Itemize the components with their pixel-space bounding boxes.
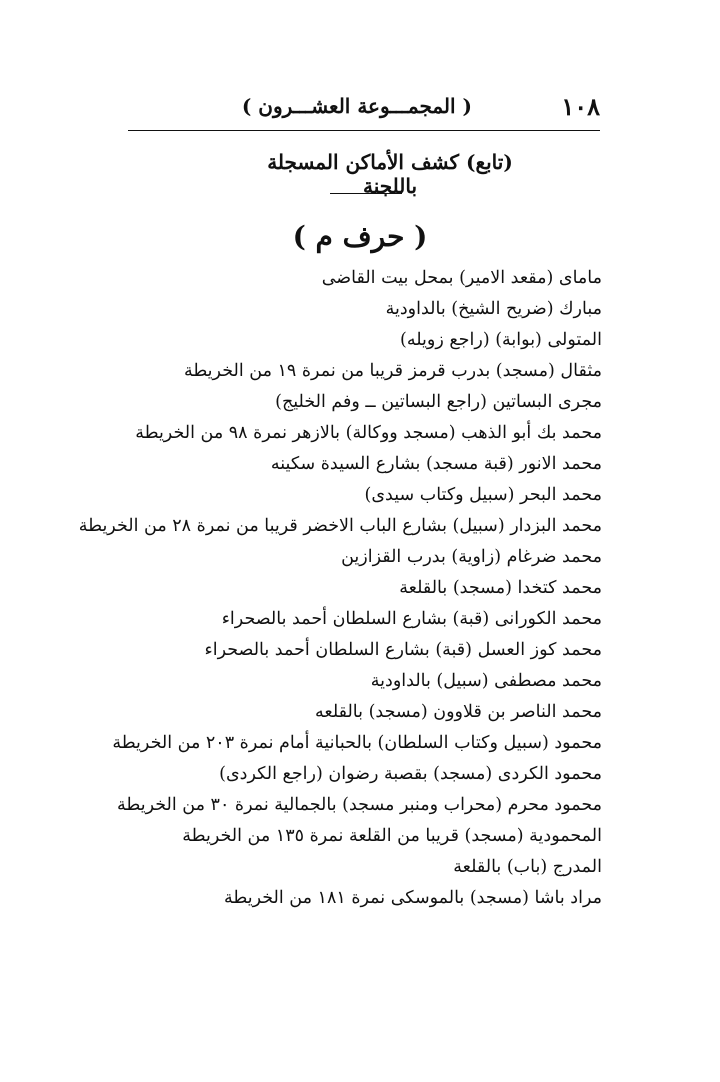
page-number: ١٠٨ xyxy=(561,92,600,121)
list-item: محمد الكورانى (قبة) بشارع السلطان أحمد بالصحراء xyxy=(221,609,602,629)
letter-heading: ( حرف م ) xyxy=(292,220,428,253)
list-item: محمد مصطفى (سبيل) بالداودية xyxy=(370,671,602,691)
list-item: مجرى البساتين (راجع البساتين ــ وفم الخليج) xyxy=(275,392,602,412)
section-title: (تابع) كشف الأماكن المسجلة باللجنة xyxy=(267,150,513,198)
list-item: محمود الكردى (مسجد) بقصبة رضوان (راجع الكردى) xyxy=(219,764,602,784)
list-item: مبارك (ضريح الشيخ) بالداودية xyxy=(385,299,602,319)
list-item: مراد باشا (مسجد) بالموسكى نمرة ١٨١ من الخريطة xyxy=(223,888,602,908)
list-item: محمد الانور (قبة مسجد) بشارع السيدة سكينه xyxy=(270,454,602,474)
list-item: محمود (سبيل وكتاب السلطان) بالحبانية أمام نمرة ٢٠٣ من الخريطة xyxy=(112,733,602,753)
entry-list xyxy=(78,263,602,914)
list-item: مثقال (مسجد) بدرب قرمز قريبا من نمرة ١٩ من الخريطة xyxy=(183,361,602,381)
header-rule xyxy=(128,130,600,131)
list-item: المتولى (بوابة) (راجع زويله) xyxy=(400,330,602,350)
list-item: محمد البزدار (سبيل) بشارع الباب الاخضر قريبا من نمرة ٢٨ من الخريطة xyxy=(78,516,602,536)
running-head xyxy=(180,92,600,126)
list-item: المحمودية (مسجد) قريبا من القلعة نمرة ١٣٥ من الخريطة xyxy=(182,826,602,846)
list-item: المدرج (باب) بالقلعة xyxy=(453,857,602,877)
list-item: محمود محرم (محراب ومنبر مسجد) بالجمالية نمرة ٣٠ من الخريطة xyxy=(116,795,602,815)
list-item: ماماى (مقعد الامير) بمحل بيت القاضى xyxy=(321,268,602,288)
running-title: ( المجمـــوعة العشـــرون ) xyxy=(241,94,472,118)
list-item: محمد كوز العسل (قبة) بشارع السلطان أحمد بالصحراء xyxy=(204,640,602,660)
list-item: محمد بك أبو الذهب (مسجد ووكالة) بالازهر نمرة ٩٨ من الخريطة xyxy=(135,423,602,443)
section-divider xyxy=(330,193,402,194)
list-item: محمد ضرغام (زاوية) بدرب القزازين xyxy=(341,547,602,567)
list-item: محمد البحر (سبيل وكتاب سيدى) xyxy=(364,485,602,505)
list-item: محمد كتخدا (مسجد) بالقلعة xyxy=(399,578,602,598)
list-item: محمد الناصر بن قلاوون (مسجد) بالقلعه xyxy=(315,702,602,722)
